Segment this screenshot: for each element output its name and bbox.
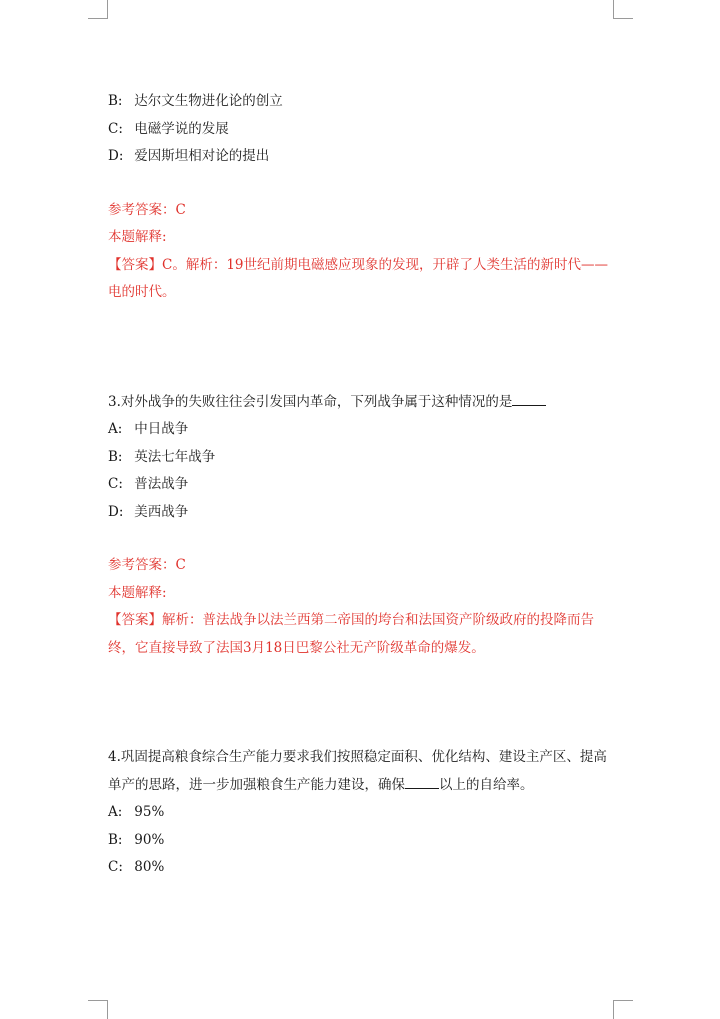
answer-blank (512, 393, 546, 406)
option-b: B: 英法七年战争 (108, 448, 216, 465)
crop-mark-top-right (613, 0, 633, 19)
option-b: B: 90% (108, 831, 165, 848)
option-c: C: 电磁学说的发展 (108, 120, 229, 137)
explanation-label: 本题解释: (108, 584, 167, 601)
question-2-options (108, 88, 618, 171)
crop-mark-bottom-right (613, 1000, 633, 1019)
option-d: D: 爱因斯坦相对论的提出 (108, 148, 270, 164)
explanation-text: 【答案】解析：普法战争以法兰西第二帝国的垮台和法国资产阶级政府的投降而告终，它直接导致了法国3月18日巴黎公社无产阶级革命的爆发。 (108, 612, 594, 656)
explanation-text: 【答案】C。解析：19世纪前期电磁感应现象的发现，开辟了人类生活的新时代——电的时代。 (108, 256, 609, 300)
explanation-label: 本题解释: (108, 229, 167, 245)
answer-label: 参考答案：C (108, 201, 186, 218)
document-body (108, 88, 618, 882)
question-4-options (108, 799, 618, 882)
option-d: D: 美西战争 (108, 503, 189, 520)
question-3-text: 3.对外战争的失败往往会引发国内革命，下列战争属于这种情况的是 (108, 389, 618, 417)
crop-mark-top-left (88, 0, 108, 19)
option-a: A: 95% (108, 804, 165, 820)
answer-blank (405, 776, 439, 789)
crop-mark-bottom-left (88, 1000, 108, 1019)
question-4-text: 4.巩固提高粮食综合生产能力要求我们按照稳定面积、优化结构、建设主产区、提高单产的思路，进一步加强粮食生产能力建设，确保 以上的自给率。 (108, 749, 607, 793)
answer-label: 参考答案：C (108, 557, 186, 573)
option-c: C: 普法战争 (108, 476, 189, 492)
option-b: B: 达尔文生物进化论的创立 (108, 93, 283, 109)
question-3-options (108, 416, 618, 526)
option-a: A: 中日战争 (108, 421, 189, 437)
option-c: C: 80% (108, 859, 165, 875)
